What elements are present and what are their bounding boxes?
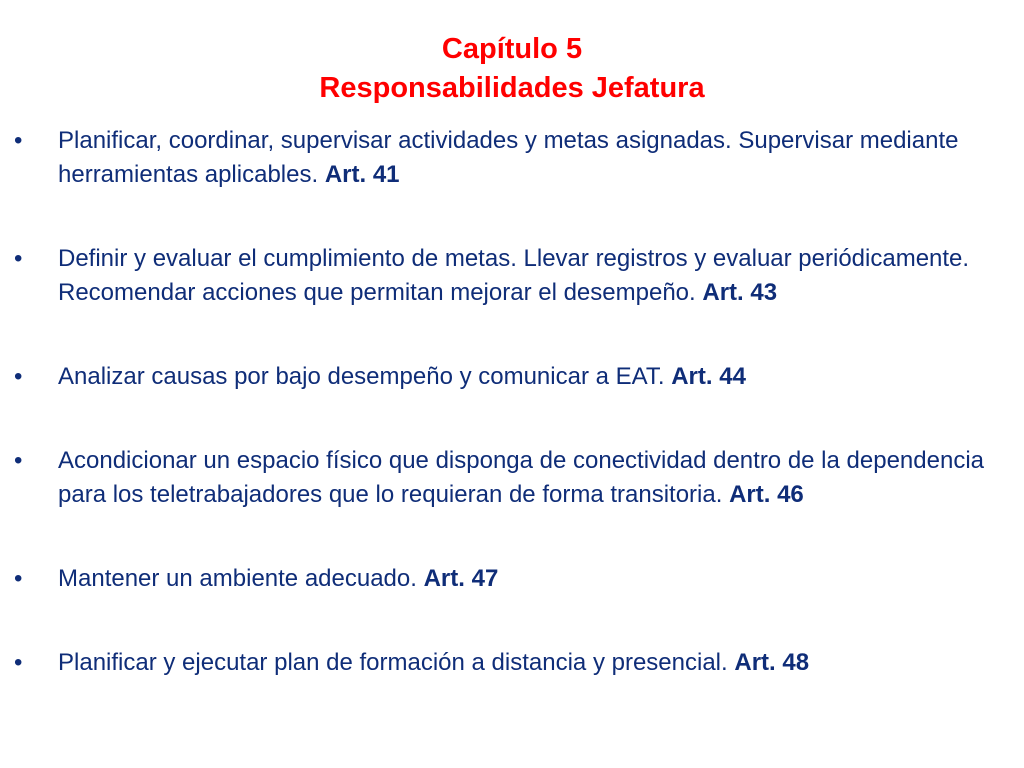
list-item <box>14 242 1004 310</box>
bullet-icon: • <box>14 363 23 390</box>
item-text: Analizar causas por bajo desempeño y comunicar a EAT. <box>58 363 665 390</box>
article-reference: Art. 46 <box>729 481 804 508</box>
chapter-title: Capítulo 5 <box>441 33 583 65</box>
bullet-icon: • <box>14 447 23 474</box>
article-reference: Art. 41 <box>324 161 400 188</box>
list-item <box>14 646 1004 680</box>
bullet-icon: • <box>14 127 23 154</box>
bullet-icon: • <box>14 565 23 592</box>
list-item <box>14 444 1004 512</box>
list-item <box>14 124 1004 192</box>
item-text: Planificar y ejecutar plan de formación a distancia y presencial. <box>58 649 728 676</box>
item-text: Acondicionar un espacio físico que disponga de conectividad dentro de la dependencia para los teletrabajadores que lo requieran de forma transitoria. <box>58 447 984 508</box>
list-item <box>14 360 1004 394</box>
article-reference: Art. 43 <box>702 279 778 306</box>
article-reference: Art. 47 <box>423 565 499 592</box>
responsibility-list <box>14 124 1004 680</box>
slide-title <box>0 30 1024 108</box>
list-item <box>14 562 1004 596</box>
item-text: Planificar, coordinar, supervisar actividades y metas asignadas. Supervisar mediante herramientas aplicables. <box>58 127 959 188</box>
bullet-icon: • <box>14 649 23 676</box>
bullet-icon: • <box>14 245 23 272</box>
item-text: Mantener un ambiente adecuado. <box>58 565 417 592</box>
section-title: Responsabilidades Jefatura <box>319 72 705 104</box>
article-reference: Art. 48 <box>734 649 810 676</box>
item-text: Definir y evaluar el cumplimiento de metas. Llevar registros y evaluar periódicamente. Recomendar acciones que permitan mejorar el desempeño. <box>58 245 970 306</box>
article-reference: Art. 44 <box>671 363 746 390</box>
